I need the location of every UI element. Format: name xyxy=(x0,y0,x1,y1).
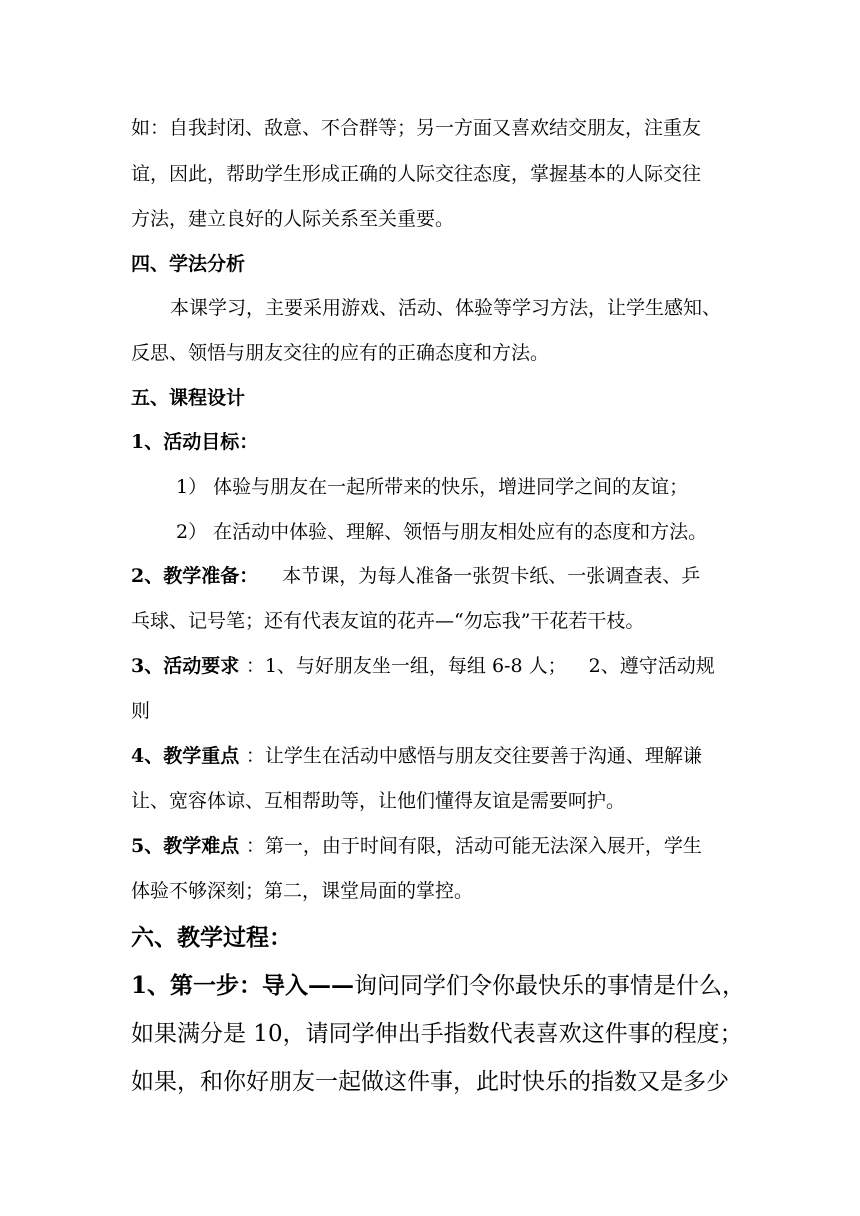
paragraph-line xyxy=(131,973,745,999)
step-text: 询问同学们令你最快乐的事情是什么， xyxy=(354,973,746,999)
paragraph-line: 如：自我封闭、敌意、不合群等；另一方面又喜欢结交朋友，注重友 xyxy=(131,117,702,139)
paragraph-line: 让、宽容体谅、互相帮助等，让他们懂得友谊是需要呵护。 xyxy=(131,790,626,812)
paragraph-line: 方法，建立良好的人际关系至关重要。 xyxy=(131,208,455,230)
item-text: 2、遵守活动规 xyxy=(588,655,715,677)
item-text: ：让学生在活动中感悟与朋友交往要善于沟通、理解谦 xyxy=(245,745,702,767)
item-text: ：1、与好朋友坐一组，每组 6-8 人； xyxy=(245,655,567,677)
item-label: 1、活动目标： xyxy=(131,431,259,453)
paragraph-line: 体验不够深刻；第二，课堂局面的掌控。 xyxy=(131,880,474,902)
paragraph-line: 本课学习，主要采用游戏、活动、体验等学习方法，让学生感知、 xyxy=(170,297,722,319)
item-label: 3、活动要求 xyxy=(131,655,246,677)
goal-item: 1） 体验与朋友在一起所带来的快乐，增进同学之间的友谊； xyxy=(176,476,689,498)
section-heading-5: 五、课程设计 xyxy=(131,387,246,409)
paragraph-line: 谊，因此，帮助学生形成正确的人际交往态度，掌握基本的人际交往 xyxy=(131,163,702,185)
section-heading-4: 四、学法分析 xyxy=(131,253,246,275)
item-label: 5、教学难点 xyxy=(131,835,246,857)
section-heading-6: 六、教学过程： xyxy=(131,924,292,951)
goal-item: 2） 在活动中体验、理解、领悟与朋友相处应有的态度和方法。 xyxy=(176,521,708,543)
paragraph-line xyxy=(131,835,702,857)
item-label: 4、教学重点 xyxy=(131,745,246,767)
paragraph-line: 如果满分是 10，请同学伸出手指数代表喜欢这件事的程度； xyxy=(131,1021,743,1047)
paragraph-line xyxy=(131,565,700,587)
paragraph-line xyxy=(131,745,702,767)
item-text: ：第一，由于时间有限，活动可能无法深入展开，学生 xyxy=(245,835,702,857)
step-label: 1、第一步：导入—— xyxy=(131,972,355,999)
paragraph-line: 乓球、记号笔；还有代表友谊的花卉—“勿忘我”干花若干枝。 xyxy=(131,610,645,632)
paragraph-line: 反思、领悟与朋友交往的应有的正确态度和方法。 xyxy=(131,342,550,364)
paragraph-line: 则 xyxy=(131,700,151,722)
paragraph-line xyxy=(131,655,715,677)
item-label: 2、教学准备： xyxy=(131,565,259,587)
item-text: 本节课，为每人准备一张贺卡纸、一张调查表、乒 xyxy=(282,565,701,587)
paragraph-line: 如果，和你好朋友一起做这件事，此时快乐的指数又是多少 xyxy=(131,1069,729,1095)
